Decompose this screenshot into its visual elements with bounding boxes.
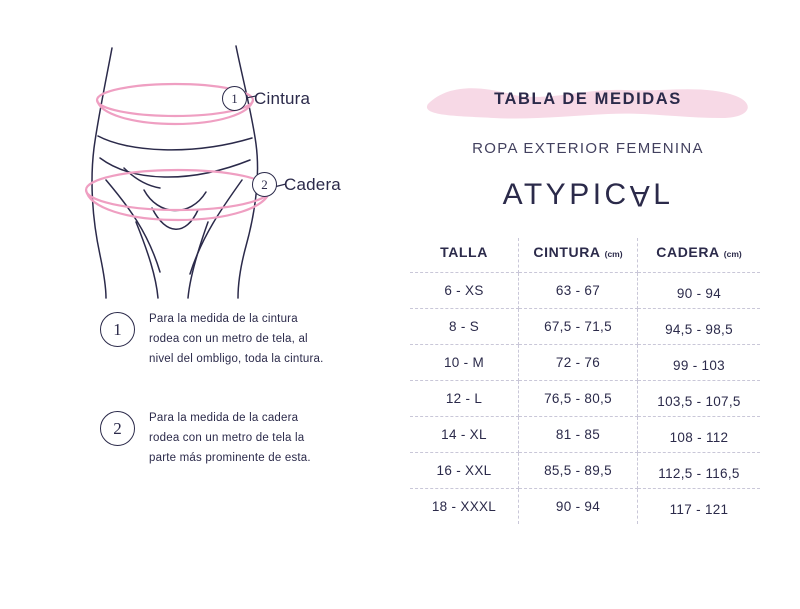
table-row (410, 345, 760, 381)
brand-logo (400, 178, 776, 212)
brand-text-part-1: ATYPIC (502, 178, 630, 211)
cell-cadera: 90 - 94 (638, 276, 761, 312)
callout-number-1: 1 (222, 86, 247, 111)
instruction-text-2: Para la medida de la cadera rodea con un metro de tela la parte más prominente de esta. (149, 412, 311, 464)
cell-talla: 18 - XXXL (410, 489, 519, 525)
size-table-container (410, 238, 760, 524)
callout-label-cadera: Cadera (284, 174, 341, 194)
cell-cintura: 85,5 - 89,5 (519, 453, 638, 489)
cell-cintura: 72 - 76 (519, 345, 638, 381)
callout-number-2: 2 (252, 172, 277, 197)
column-header-talla-label: TALLA (440, 244, 488, 260)
cell-cadera: 94,5 - 98,5 (638, 312, 761, 348)
instruction-number-1: 1 (100, 312, 135, 347)
table-row (410, 309, 760, 345)
column-header-cadera (638, 238, 761, 273)
instruction-text-1: Para la medida de la cintura rodea con un metro de tela, al nivel del ombligo, toda la cintura. (149, 313, 324, 365)
table-header-row (410, 238, 760, 273)
cell-cintura: 63 - 67 (519, 273, 638, 309)
page-title: TABLA DE MEDIDAS (494, 90, 682, 108)
size-table-head (410, 238, 760, 273)
cell-cintura: 90 - 94 (519, 489, 638, 525)
figure-svg (40, 40, 380, 300)
column-header-cadera-label: CADERA (656, 244, 720, 260)
cell-cintura: 67,5 - 71,5 (519, 309, 638, 345)
callout-cintura (222, 86, 310, 111)
cell-cadera: 108 - 112 (638, 420, 761, 456)
column-header-talla (410, 238, 519, 273)
brand-text-flipped-a: A (629, 179, 654, 212)
body-measurement-illustration (40, 40, 380, 300)
size-table (410, 238, 760, 524)
cell-talla: 6 - XS (410, 273, 519, 309)
column-header-cintura (519, 238, 638, 273)
instruction-item-1 (100, 310, 380, 369)
measurements-panel (400, 0, 800, 609)
brand-text-part-2: L (653, 178, 674, 211)
cell-talla: 14 - XL (410, 417, 519, 453)
cell-cadera: 112,5 - 116,5 (638, 456, 761, 492)
cell-talla: 16 - XXL (410, 453, 519, 489)
instructions-list (100, 310, 380, 509)
column-header-cintura-label: CINTURA (533, 244, 601, 260)
table-row (410, 417, 760, 453)
cell-cintura: 81 - 85 (519, 417, 638, 453)
column-header-cintura-unit: (cm) (604, 249, 623, 259)
size-table-body (410, 273, 760, 525)
cell-cadera: 117 - 121 (669, 502, 729, 517)
table-row (410, 381, 760, 417)
instruction-number-2: 2 (100, 411, 135, 446)
table-row (410, 489, 760, 525)
cell-cadera: 99 - 103 (638, 348, 761, 384)
cell-talla: 12 - L (410, 381, 519, 417)
table-row (410, 273, 760, 309)
cell-cadera: 103,5 - 107,5 (638, 384, 761, 420)
cell-cintura: 76,5 - 80,5 (519, 381, 638, 417)
table-row (410, 453, 760, 489)
callout-label-cintura: Cintura (254, 88, 311, 108)
page-subtitle: ROPA EXTERIOR FEMENINA (472, 140, 704, 157)
callout-cadera (252, 172, 341, 197)
instruction-item-2 (100, 409, 380, 468)
cell-talla: 10 - M (410, 345, 519, 381)
cell-talla: 8 - S (410, 309, 519, 345)
column-header-cadera-unit: (cm) (723, 249, 742, 259)
